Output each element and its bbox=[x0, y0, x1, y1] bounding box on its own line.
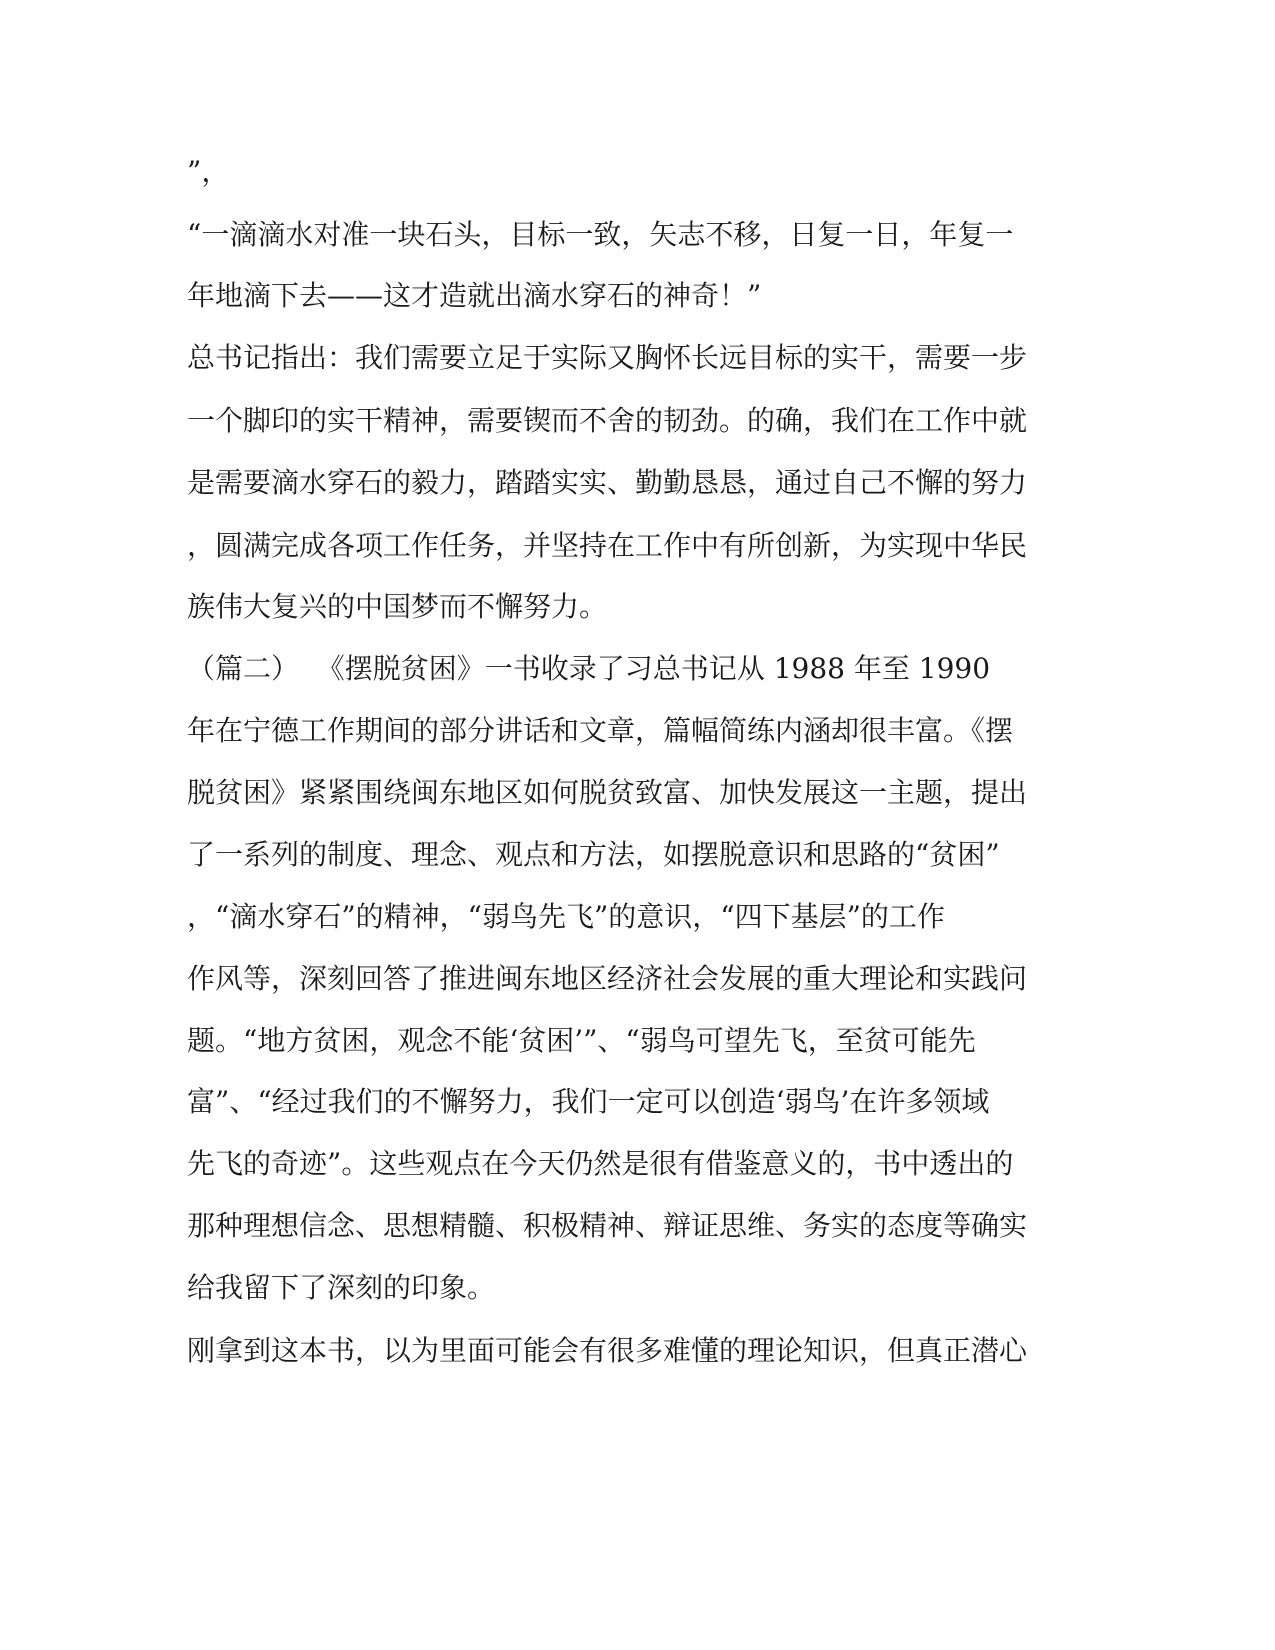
text-line: 作风等，深刻回答了推进闽东地区经济社会发展的重大理论和实践问 bbox=[187, 962, 1028, 995]
text-line: 刚拿到这本书，以为里面可能会有很多难懂的理论知识，但真正潜心 bbox=[187, 1334, 1028, 1367]
text-line: ，“滴水穿石”的精神，“弱鸟先飞”的意识，“四下基层”的工作 bbox=[187, 900, 945, 933]
text-line: ，圆满完成各项工作任务，并坚持在工作中有所创新，为实现中华民 bbox=[187, 529, 1028, 562]
text-line: 族伟大复兴的中国梦而不懈努力。 bbox=[187, 590, 608, 623]
text-line: 先飞的奇迹”。这些观点在今天仍然是很有借鉴意义的，书中透出的 bbox=[187, 1147, 1014, 1180]
text-line: 是需要滴水穿石的毅力，踏踏实实、勤勤恳恳，通过自己不懈的努力 bbox=[187, 466, 1028, 499]
text-line: 脱贫困》紧紧围绕闽东地区如何脱贫致富、加快发展这一主题，提出 bbox=[187, 776, 1028, 809]
text-line: 年地滴下去——这才造就出滴水穿石的神奇！” bbox=[187, 279, 762, 312]
text-line: 给我留下了深刻的印象。 bbox=[187, 1271, 496, 1304]
text-line: 那种理想信念、思想精髓、积极精神、辩证思维、务实的态度等确实 bbox=[187, 1209, 1028, 1242]
text-line: ”， bbox=[187, 155, 230, 188]
section-heading-line: （篇二） 《摆脱贫困》一书收录了习总书记从 1988 年至 1990 bbox=[187, 652, 991, 685]
text-line: 题。“地方贫困，观念不能‘贫困’”、“弱鸟可望先飞，至贫可能先 bbox=[187, 1024, 976, 1057]
text-line: 年在宁德工作期间的部分讲话和文章，篇幅简练内涵却很丰富。《摆 bbox=[187, 714, 1014, 747]
text-line: 了一系列的制度、理念、观点和方法，如摆脱意识和思路的“贫困” bbox=[187, 838, 1000, 871]
text-line: 一个脚印的实干精神，需要锲而不舍的韧劲。的确，我们在工作中就 bbox=[187, 404, 1028, 437]
text-line: 富”、“经过我们的不懈努力，我们一定可以创造‘弱鸟’在许多领域 bbox=[187, 1085, 990, 1118]
text-line: 总书记指出：我们需要立足于实际又胸怀长远目标的实干，需要一步 bbox=[187, 341, 1028, 374]
text-line: “一滴滴水对准一块石头，目标一致，矢志不移，日复一日，年复一 bbox=[187, 218, 1014, 251]
